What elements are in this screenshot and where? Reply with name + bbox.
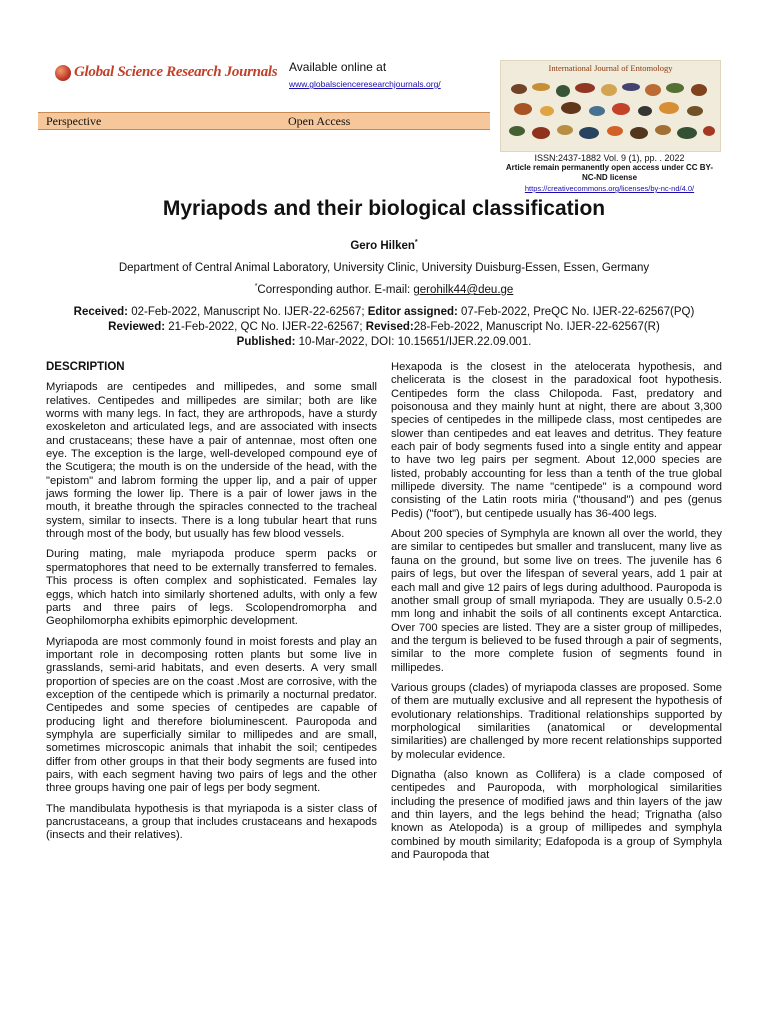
available-online-label: Available online at: [289, 60, 387, 74]
paragraph: The mandibulata hypothesis is that myriapoda is a sister class of pancrustaceans, a group that includes crustaceans and hexapods (insects and their relatives).: [46, 802, 377, 842]
section-type: Perspective: [46, 114, 102, 128]
publisher-logo: [55, 64, 277, 81]
license-line: Article remain permanently open access under CC BY-NC-ND license: [505, 163, 714, 182]
license-url-link[interactable]: https://creativecommons.org/licenses/by-nc-nd/4.0/: [524, 184, 695, 193]
journal-url-link[interactable]: www.globalscienceresearchjournals.org/: [289, 79, 441, 89]
revised-label: Revised:: [365, 321, 414, 333]
left-column: [46, 361, 377, 850]
section-heading: DESCRIPTION: [46, 361, 125, 373]
article-dates: [20, 305, 748, 350]
reviewed-label: Reviewed:: [108, 321, 166, 333]
paragraph: Myriapoda are most commonly found in moist forests and play an important role in decomposing rotten plants but some live in grasslands, semi-arid habitats, and even deserts. A very small proportion of species are on the coast .Most are corrosive, with the exception of the centipede which is primarily a nocturnal predator. Centipedes and some species of centipedes are capable of producing light and therefore bioluminescent. Pauropoda and symphyla are superficially similar to millipedes and are small, sometimes microscopic animals that inhabit the soil; centipedes differ from other groups in that their body segments are fused into pairs, with each segment having two pairs of legs and the other three groups having one pair of legs per body segment.: [46, 635, 377, 795]
globe-icon: [55, 65, 71, 81]
reviewed-text: 21-Feb-2022, QC No. IJER-22-62567;: [165, 321, 366, 333]
open-access-label: Open Access: [288, 114, 351, 128]
author-name: Gero Hilken: [350, 239, 415, 252]
paragraph: Various groups (clades) of myriapoda classes are proposed. Some of them are mutually exclusive and all represent the hypothesis of evolutionary relationships. Traditional relationships supported by morphological similarities (anatomical or developmental similarities) are challenged by more recent relationships supported by molecular evidence.: [391, 681, 722, 761]
author-line: [0, 239, 768, 252]
paragraph: Hexapoda is the closest in the atelocerata hypothesis, and chelicerata is the closest in the paradoxical foot hypothesis. Centipedes form the class Chilopoda. Fast, predatory and poisonousa and they mainly hunt at night, there are about 3,300 species of centipedes in the millipede class, most centipedes are slower than centipedes and eat leaves and detritus. They feature each pair of body segments fused into a single entity and appear to have two leg pairs per segment. About 12,000 species are listed, probably accounting for less than a tenth of the true global millipede diversity. The name "centipede" is a compound word consisting of the Latin roots miria ("thousand") and pes (genus Pedis) ("foot"), but centipede usually has 36-400 legs.: [391, 361, 722, 520]
dates-line-3: [20, 335, 748, 350]
revised-text: 28-Feb-2022, Manuscript No. IJER-22-62567(R): [413, 321, 660, 333]
corresponding-author: [0, 283, 768, 296]
journal-cover-image: [500, 60, 721, 152]
paragraph: Dignatha (also known as Collifera) is a clade composed of centipedes and Pauropoda, with morphological similarities including the presence of modified jaws and thin layers of the jaw and thin layers, and the legs behind the head; Trignatha (also known as Atelopoda) is a group of millipedes and symphyla combined by mouth similarity; Edafopoda is a group of Symphyla and Pauropoda that: [391, 768, 722, 862]
dates-line-2: [20, 320, 748, 335]
email-link[interactable]: gerohilk44@deu.ge: [413, 283, 514, 296]
editor-label: Editor assigned:: [367, 306, 458, 318]
corr-label: Corresponding author. E-mail:: [257, 283, 414, 296]
issn-block: [500, 153, 719, 194]
article-title: Myriapods and their biological classification: [162, 197, 606, 220]
right-column: [391, 361, 722, 869]
logo-text: Global Science Research Journals: [74, 64, 278, 80]
insects-collage-icon: [501, 61, 720, 151]
corr-mark: *: [254, 283, 258, 290]
affiliation: Department of Central Animal Laboratory, University Clinic, University Duisburg-Essen, Essen, Germany: [118, 262, 650, 274]
editor-text: 07-Feb-2022, PreQC No. IJER-22-62567(PQ): [457, 306, 695, 318]
published-text: 10-Mar-2022, DOI: 10.15651/IJER.22.09.001.: [295, 336, 532, 348]
received-text: 02-Feb-2022, Manuscript No. IJER-22-62567;: [128, 306, 368, 318]
dates-line-1: [20, 305, 748, 320]
author-mark: *: [414, 239, 418, 246]
paragraph: During mating, male myriapoda produce sperm packs or spermatophores that need to be externally transferred to females. This process is often complex and sophisticated. Females lay eggs, which hatch into similarly shortened adults, with only a few parts and three pairs of legs. Scolopendromorpha and Geophilomorpha exhibits epimorphic development.: [46, 548, 377, 628]
issn-line: ISSN:2437-1882 Vol. 9 (1), pp. . 2022: [534, 153, 685, 163]
published-label: Published:: [236, 336, 296, 348]
journal-title: International Journal of Entomology: [548, 63, 673, 73]
article-type-bar: [38, 112, 490, 130]
received-label: Received:: [73, 306, 129, 318]
paragraph: Myriapods are centipedes and millipedes, and some small relatives. Centipedes and millipedes are similar; both are like worms with many legs. In fact, they are arthropods, have a sturdy exoskeleton and articulated legs, and are associated with insects and crustaceans; these have a pair of antennae, most often one eye. The exception is the large, well-developed compound eye of the Scutigera; the mouth is on the underside of the head, with the "epistom" and labrom forming the upper lip, and a pair of upper jaws forming the lower lip. There is a pair of lower jaws in the mouth, it breathe through the spiracles connected to the tracheal system, similar to insects. There is a long tubular heart that runs through most of the body, but usually has few blood vessels.: [46, 381, 377, 541]
paragraph: About 200 species of Symphyla are known all over the world, they are similar to centipedes but smaller and translucent, many live as fauna on the ground, but some live on trees. The juvenile has 6 pairs of legs, but over the lifespan of several years, add 1 pair at each mall and give 12 pairs of legs during adulthood. Pauropoda is another small group of small myriapoda. They are usually 0.5-2.0 mm long and inhabit the soils of all continents except Antarctica. Over 700 species are listed. They are a sister group of millipedes, and the tergum is believed to be fused through a pair of segments, similar to the more complete fusion of segments found in millipedes.: [391, 528, 722, 674]
